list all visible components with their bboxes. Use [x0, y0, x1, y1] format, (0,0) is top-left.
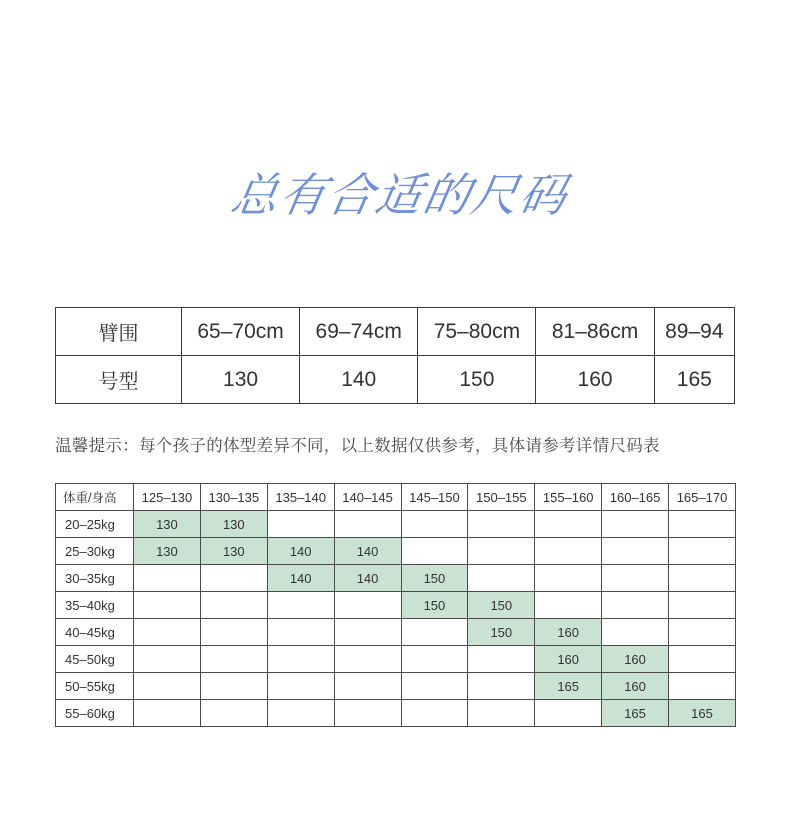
size-cell	[401, 619, 468, 646]
size-cell	[468, 511, 535, 538]
size-cell: 165	[654, 356, 734, 404]
size-cell: 140	[334, 565, 401, 592]
weight-label: 55–60kg	[56, 700, 134, 727]
size-cell: 160	[535, 619, 602, 646]
size-cell	[334, 673, 401, 700]
size-cell	[134, 646, 201, 673]
table-row	[56, 592, 736, 619]
size-cell: 130	[200, 511, 267, 538]
size-row-label: 号型	[56, 356, 182, 404]
weight-label: 25–30kg	[56, 538, 134, 565]
table-row	[56, 511, 736, 538]
size-cell	[669, 565, 736, 592]
size-row	[56, 356, 735, 404]
size-cell: 130	[200, 538, 267, 565]
weight-label: 45–50kg	[56, 646, 134, 673]
size-cell	[669, 511, 736, 538]
arm-cell: 69–74cm	[300, 308, 418, 356]
size-cell	[468, 538, 535, 565]
size-cell	[669, 619, 736, 646]
size-cell: 165	[602, 700, 669, 727]
size-cell: 160	[602, 673, 669, 700]
size-cell	[669, 538, 736, 565]
size-cell: 150	[418, 356, 536, 404]
size-cell	[535, 592, 602, 619]
size-cell	[200, 592, 267, 619]
size-cell	[602, 538, 669, 565]
table-row	[56, 565, 736, 592]
size-cell	[669, 646, 736, 673]
height-header: 125–130	[134, 484, 201, 511]
size-cell: 160	[535, 646, 602, 673]
table-row	[56, 538, 736, 565]
size-cell: 165	[535, 673, 602, 700]
weight-label: 20–25kg	[56, 511, 134, 538]
height-header: 145–150	[401, 484, 468, 511]
height-header: 130–135	[200, 484, 267, 511]
height-header: 165–170	[669, 484, 736, 511]
size-cell	[134, 700, 201, 727]
size-cell	[200, 673, 267, 700]
size-cell	[267, 511, 334, 538]
height-header: 135–140	[267, 484, 334, 511]
size-cell	[602, 565, 669, 592]
size-cell	[334, 511, 401, 538]
size-cell: 140	[267, 565, 334, 592]
size-cell: 160	[536, 356, 654, 404]
arm-cell: 75–80cm	[418, 308, 536, 356]
height-header: 140–145	[334, 484, 401, 511]
size-cell	[200, 565, 267, 592]
size-cell	[535, 538, 602, 565]
size-cell	[401, 646, 468, 673]
size-cell	[267, 673, 334, 700]
size-cell: 150	[468, 592, 535, 619]
weight-height-table	[55, 483, 736, 727]
size-cell: 140	[300, 356, 418, 404]
size-cell	[334, 646, 401, 673]
page-title: 总有合适的尺码	[227, 168, 573, 222]
size-cell	[200, 646, 267, 673]
weight-label: 35–40kg	[56, 592, 134, 619]
size-cell	[334, 700, 401, 727]
arm-cell: 65–70cm	[182, 308, 300, 356]
table-row	[56, 700, 736, 727]
size-cell	[535, 511, 602, 538]
weight-label: 50–55kg	[56, 673, 134, 700]
size-cell	[200, 700, 267, 727]
size-cell	[200, 619, 267, 646]
size-cell: 150	[401, 592, 468, 619]
arm-cell: 81–86cm	[536, 308, 654, 356]
size-cell	[468, 646, 535, 673]
arm-size-table	[55, 307, 735, 404]
size-cell	[134, 592, 201, 619]
arm-cell: 89–94	[654, 308, 734, 356]
size-cell	[401, 700, 468, 727]
size-cell: 140	[334, 538, 401, 565]
size-cell	[267, 700, 334, 727]
corner-header: 体重/身高	[56, 484, 134, 511]
size-cell	[535, 565, 602, 592]
size-cell	[267, 592, 334, 619]
size-cell	[134, 619, 201, 646]
arm-row-label: 臂围	[56, 308, 182, 356]
size-cell: 150	[401, 565, 468, 592]
header-row	[56, 484, 736, 511]
size-cell	[401, 511, 468, 538]
size-cell	[334, 619, 401, 646]
size-cell	[602, 619, 669, 646]
size-cell	[468, 700, 535, 727]
table-row	[56, 673, 736, 700]
size-cell: 130	[134, 511, 201, 538]
size-cell	[267, 619, 334, 646]
height-header: 150–155	[468, 484, 535, 511]
size-cell	[602, 511, 669, 538]
size-cell: 140	[267, 538, 334, 565]
size-cell: 130	[134, 538, 201, 565]
size-cell	[134, 565, 201, 592]
size-cell	[334, 592, 401, 619]
size-cell	[602, 592, 669, 619]
weight-label: 40–45kg	[56, 619, 134, 646]
size-cell	[134, 673, 201, 700]
tip-text: 温馨提示：每个孩子的体型差异不同，以上数据仅供参考，具体请参考详情尺码表	[55, 437, 660, 455]
height-header: 155–160	[535, 484, 602, 511]
size-cell: 130	[182, 356, 300, 404]
size-cell: 160	[602, 646, 669, 673]
size-cell	[535, 700, 602, 727]
size-cell	[468, 673, 535, 700]
size-cell	[669, 592, 736, 619]
size-cell	[267, 646, 334, 673]
table-row	[56, 619, 736, 646]
size-cell: 150	[468, 619, 535, 646]
table-row	[56, 646, 736, 673]
size-cell	[669, 673, 736, 700]
weight-label: 30–35kg	[56, 565, 134, 592]
size-cell: 165	[669, 700, 736, 727]
arm-row	[56, 308, 735, 356]
size-cell	[401, 538, 468, 565]
size-cell	[468, 565, 535, 592]
size-cell	[401, 673, 468, 700]
height-header: 160–165	[602, 484, 669, 511]
